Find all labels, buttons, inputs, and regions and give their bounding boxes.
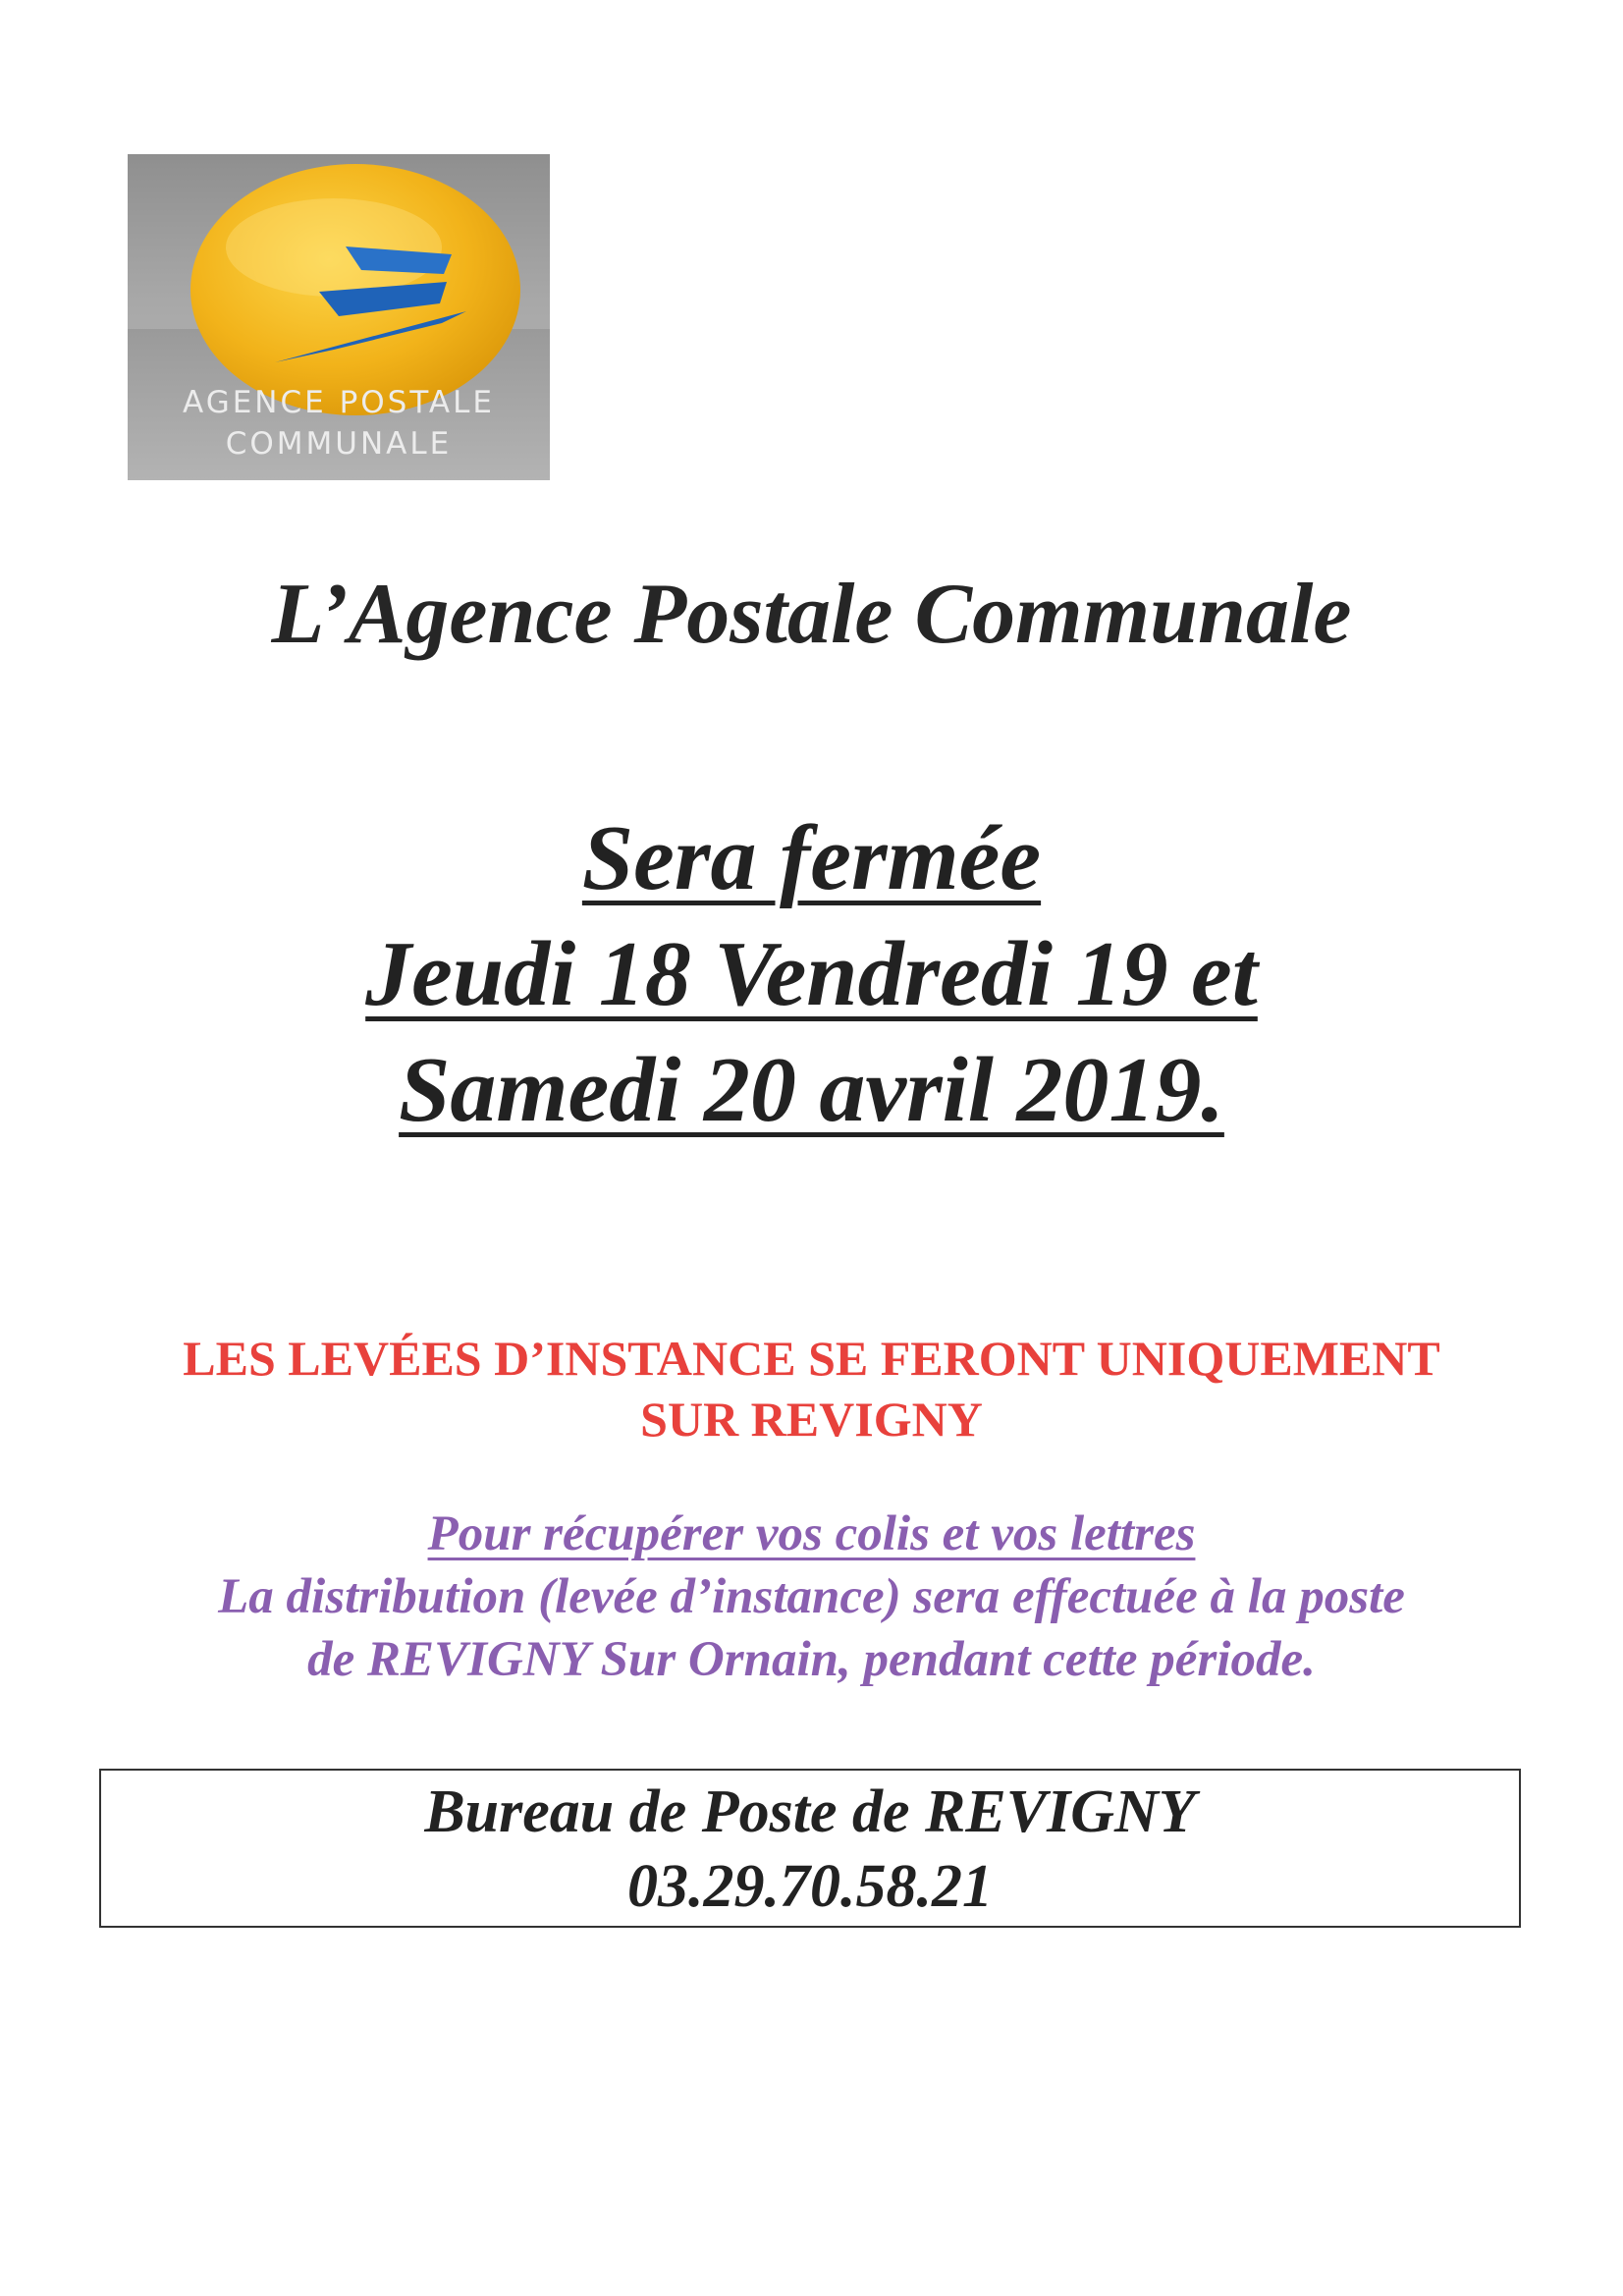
closure-announcement	[0, 800, 1623, 1148]
pickup-heading: Pour récupérer vos colis et vos lettres	[427, 1506, 1196, 1561]
closure-line-1: Sera fermée	[581, 807, 1042, 909]
logo-line-2: COMMUNALE	[225, 426, 453, 462]
red-notice-line-1: LES LEVÉES D’INSTANCE SE FERONT UNIQUEMENT	[183, 1331, 1440, 1386]
logo-line-1: AGENCE POSTALE	[183, 385, 495, 420]
red-notice-line-2: SUR REVIGNY	[640, 1392, 983, 1447]
contact-box	[99, 1769, 1521, 1928]
post-office-phone: 03.29.70.58.21	[627, 1853, 993, 1920]
post-office-name: Bureau de Poste de REVIGNY	[424, 1778, 1196, 1845]
pickup-line-1: La distribution (levée d’instance) sera effectuée à la poste	[218, 1569, 1405, 1624]
pickup-info	[0, 1503, 1623, 1691]
agence-postale-logo	[128, 154, 550, 480]
pickup-line-2: de REVIGNY Sur Ornain, pendant cette période.	[307, 1632, 1316, 1687]
closure-line-3: Samedi 20 avril 2019.	[399, 1039, 1224, 1141]
page-title: L’Agence Postale Communale	[271, 567, 1352, 662]
closure-line-2: Jeudi 18 Vendredi 19 et	[365, 923, 1258, 1025]
red-notice	[0, 1328, 1623, 1449]
